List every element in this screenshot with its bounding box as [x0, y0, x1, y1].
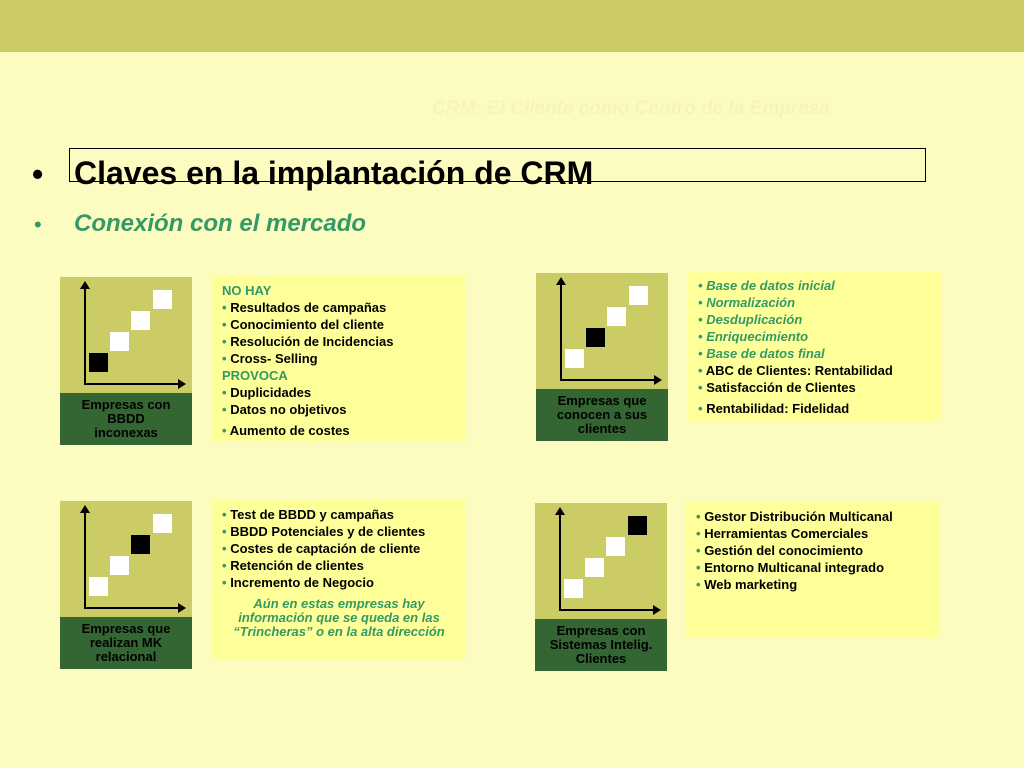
- list-item: • Satisfacción de Clientes: [698, 380, 856, 395]
- stage-square-1: [89, 353, 108, 372]
- list-item: • Cross- Selling: [222, 351, 318, 366]
- stage-square-1: [565, 349, 584, 368]
- list-item: • Enriquecimiento: [698, 329, 809, 344]
- list-item: • Resolución de Incidencias: [222, 334, 394, 349]
- box-heading: NO HAY: [222, 283, 272, 298]
- y-axis-arrow: [84, 287, 86, 385]
- stage-label: Empresas con BBDD inconexas: [60, 393, 192, 445]
- info-box-1: [212, 276, 466, 442]
- title-bullet: •: [32, 156, 44, 192]
- list-item: • Entorno Multicanal integrado: [696, 560, 885, 575]
- x-axis-arrow: [560, 379, 656, 381]
- stage-label: Empresas que realizan MK relacional: [60, 617, 192, 669]
- stage-square-2: [585, 558, 604, 577]
- box-note: Aún en estas empresas hay información que se queda en las “Trincheras” o en la alta dirección: [233, 596, 445, 639]
- y-axis-arrow: [559, 513, 561, 611]
- list-item: • Base de datos final: [698, 346, 825, 361]
- x-axis-arrow: [84, 607, 180, 609]
- y-axis-arrow: [84, 511, 86, 609]
- info-box-4: [686, 502, 940, 638]
- stage-label: Empresas con Sistemas Intelig. Clientes: [535, 619, 667, 671]
- list-item: • Gestor Distribución Multicanal: [696, 509, 893, 524]
- y-axis-arrow: [560, 283, 562, 381]
- list-item: • Web marketing: [696, 577, 798, 592]
- list-item: • Retención de clientes: [222, 558, 364, 573]
- slide-title: Claves en la implantación de CRM: [74, 155, 594, 191]
- subtitle-bullet: •: [34, 212, 42, 237]
- stage-diagram-3: [60, 501, 192, 669]
- x-axis-arrow: [559, 609, 655, 611]
- info-box-2: [688, 272, 942, 422]
- list-item: • Desduplicación: [698, 312, 803, 327]
- stage-square-3: [131, 311, 150, 330]
- list-item: • Resultados de campañas: [222, 300, 387, 315]
- x-axis-arrow: [84, 383, 180, 385]
- stage-square-4: [153, 290, 172, 309]
- info-box-3: [212, 500, 466, 660]
- list-item: • Gestión del conocimiento: [696, 543, 864, 558]
- top-band: [0, 0, 1024, 52]
- list-item: • Conocimiento del cliente: [222, 317, 385, 332]
- list-item: • BBDD Potenciales y de clientes: [222, 524, 426, 539]
- stage-square-4: [629, 286, 648, 305]
- list-item: • Aumento de costes: [222, 423, 350, 438]
- stage-square-2: [110, 332, 129, 351]
- stage-square-4: [628, 516, 647, 535]
- list-item: • Rentabilidad: Fidelidad: [698, 401, 850, 416]
- stage-label: Empresas que conocen a sus clientes: [536, 389, 668, 441]
- stage-square-4: [153, 514, 172, 533]
- list-item: • Costes de captación de cliente: [222, 541, 421, 556]
- stage-diagram-4: [535, 503, 667, 671]
- list-item: • ABC de Clientes: Rentabilidad: [698, 363, 893, 378]
- list-item: • Incremento de Negocio: [222, 575, 374, 590]
- list-item: • Herramientas Comerciales: [696, 526, 869, 541]
- stage-square-1: [89, 577, 108, 596]
- stage-diagram-1: [60, 277, 192, 445]
- list-item: • Duplicidades: [222, 385, 312, 400]
- stage-square-1: [564, 579, 583, 598]
- stage-square-3: [607, 307, 626, 326]
- stage-square-3: [606, 537, 625, 556]
- slide-subtitle: Conexión con el mercado: [74, 210, 367, 237]
- box-heading: PROVOCA: [222, 368, 288, 383]
- stage-square-2: [110, 556, 129, 575]
- list-item: • Datos no objetivos: [222, 402, 347, 417]
- stage-square-2: [586, 328, 605, 347]
- stage-square-3: [131, 535, 150, 554]
- list-item: • Base de datos inicial: [698, 278, 835, 293]
- list-item: • Normalización: [698, 295, 796, 310]
- stage-diagram-2: [536, 273, 668, 441]
- list-item: • Test de BBDD y campañas: [222, 507, 394, 522]
- slide-watermark-title: CRM: El Cliente como Centro de la Empresa: [432, 98, 831, 119]
